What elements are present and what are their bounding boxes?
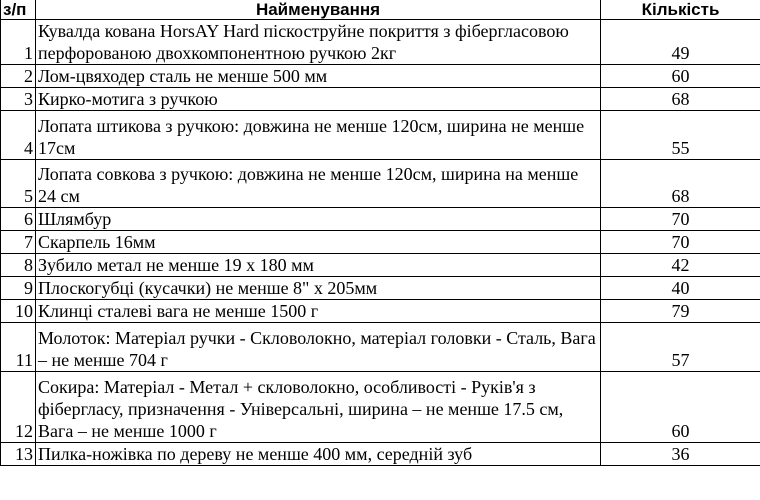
header-number: з/п	[1, 0, 36, 20]
item-name: Лопата штикова з ручкою: довжина не менше 120см, ширина не менше 17см	[36, 111, 601, 160]
item-name: Пилка-ножівка по дереву не менше 400 мм, середній зуб	[36, 443, 601, 466]
row-number: 10	[1, 300, 36, 323]
table-row	[1, 254, 760, 277]
item-quantity: 60	[601, 65, 760, 88]
table-row	[1, 372, 760, 443]
item-name: Скарпель 16мм	[36, 231, 601, 254]
item-name: Клинці сталеві вага не менше 1500 г	[36, 300, 601, 323]
item-name: Молоток: Матеріал ручки - Скловолокно, матеріал головки - Сталь, Вага – не менше 704 г	[36, 323, 601, 372]
row-number: 13	[1, 443, 36, 466]
item-name: Лопата совкова з ручкою: довжина не менше 120см, ширина на менше 24 см	[36, 160, 601, 208]
row-number: 11	[1, 323, 36, 372]
row-number: 2	[1, 65, 36, 88]
item-quantity: 49	[601, 20, 760, 65]
item-quantity: 70	[601, 231, 760, 254]
item-quantity: 42	[601, 254, 760, 277]
table-row	[1, 160, 760, 208]
row-number: 7	[1, 231, 36, 254]
item-quantity: 60	[601, 372, 760, 443]
item-name: Сокира: Матеріал - Метал + скловолокно, особливості - Руків'я з фібергласу, призначення - Універсальні, ширина – не менше 17.5 см, Вага – не менше 1000 г	[36, 372, 601, 443]
row-number: 12	[1, 372, 36, 443]
header-quantity: Кількість	[601, 0, 760, 20]
item-quantity: 68	[601, 160, 760, 208]
item-name: Лом-цвяходер сталь не менше 500 мм	[36, 65, 601, 88]
item-quantity: 55	[601, 111, 760, 160]
table-row	[1, 323, 760, 372]
row-number: 9	[1, 277, 36, 300]
table-row	[1, 20, 760, 65]
item-quantity: 70	[601, 208, 760, 231]
row-number: 3	[1, 88, 36, 111]
header-row	[1, 0, 760, 20]
row-number: 1	[1, 20, 36, 65]
item-name: Зубило метал не менше 19 х 180 мм	[36, 254, 601, 277]
item-quantity: 79	[601, 300, 760, 323]
table-row	[1, 231, 760, 254]
table-row	[1, 277, 760, 300]
row-number: 5	[1, 160, 36, 208]
item-quantity: 57	[601, 323, 760, 372]
table-row	[1, 111, 760, 160]
item-quantity: 68	[601, 88, 760, 111]
row-number: 6	[1, 208, 36, 231]
item-name: Кувалда кована HorsAY Hard піскоструйне покриття з фібергласовою перфорованою двохкомпонентною ручкою 2кг	[36, 20, 601, 65]
item-quantity: 40	[601, 277, 760, 300]
item-name: Плоскогубці (кусачки) не менше 8" х 205мм	[36, 277, 601, 300]
table-row	[1, 88, 760, 111]
item-name: Кирко-мотига з ручкою	[36, 88, 601, 111]
table-row	[1, 208, 760, 231]
table-header	[1, 0, 760, 20]
table-body	[1, 20, 760, 466]
item-quantity: 36	[601, 443, 760, 466]
item-name: Шлямбур	[36, 208, 601, 231]
table-row	[1, 300, 760, 323]
table-row	[1, 65, 760, 88]
header-name: Найменування	[36, 0, 601, 20]
row-number: 4	[1, 111, 36, 160]
table-row	[1, 443, 760, 466]
row-number: 8	[1, 254, 36, 277]
